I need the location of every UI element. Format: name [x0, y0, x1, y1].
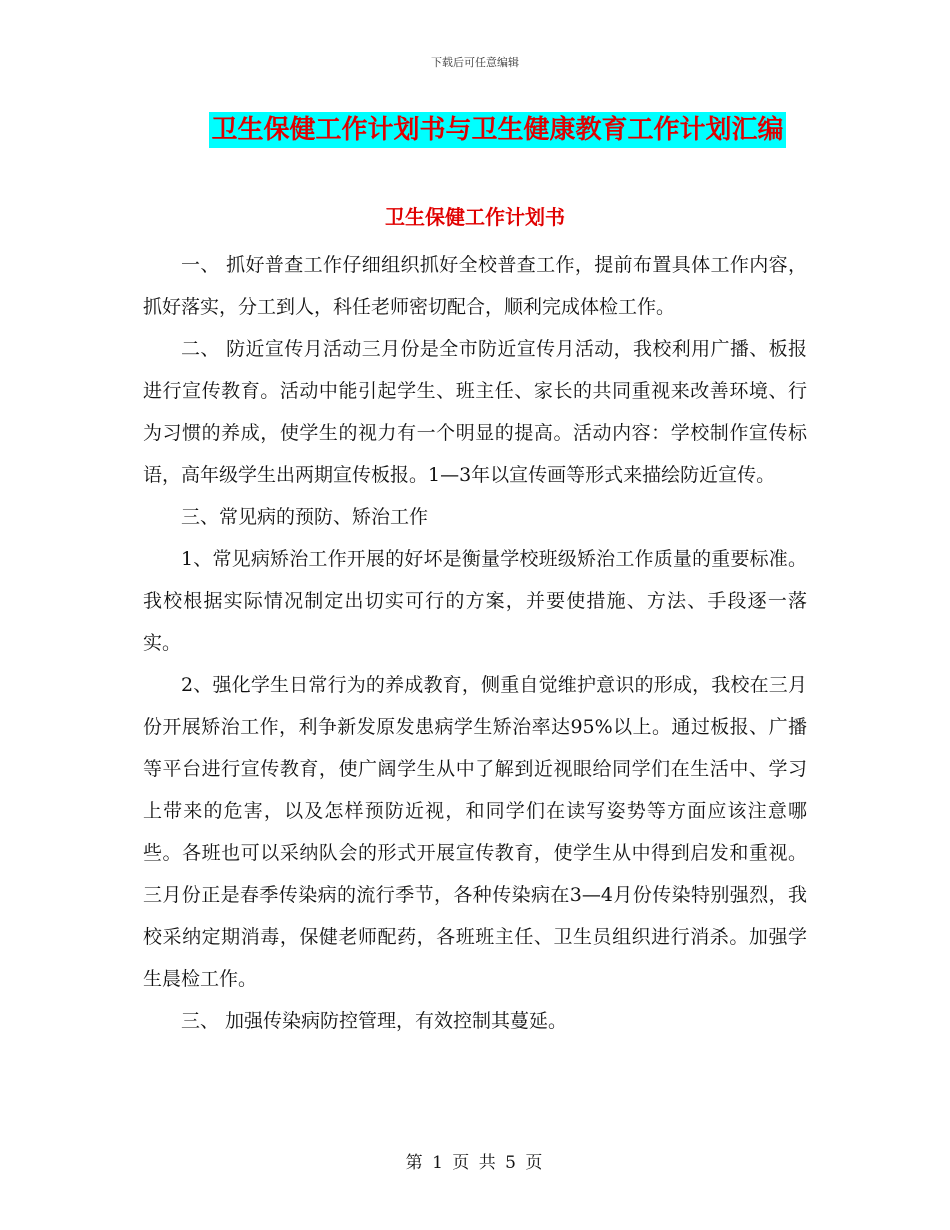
- paragraph-2: 二、 防近宣传月活动三月份是全市防近宣传月活动，我校利用广播、板报进行宣传教育。活动中能引起学生、班主任、家长的共同重视来改善环境、行为习惯的养成，使学生的视力有一个明显的提高。活动内容：学校制作宣传标语，高年级学生出两期宣传板报。1—3年以宣传画等形式来描绘防近宣传。: [143, 338, 807, 486]
- paragraph-4: 1、常见病矫治工作开展的好坏是衡量学校班级矫治工作质量的重要标准。我校根据实际情况制定出切实可行的方案，并要使措施、方法、手段逐一落实。: [143, 548, 807, 654]
- main-title-container: [0, 112, 950, 148]
- paragraph-5: 2、强化学生日常行为的养成教育，侧重自觉维护意识的形成，我校在三月份开展矫治工作，利争新发原发患病学生矫治率达95%以上。通过板报、广播等平台进行宣传教育，使广阔学生从中了解到近视眼给同学们在生活中、学习上带来的危害，以及怎样预防近视，和同学们在读写姿势等方面应该注意哪些。各班也可以采纳队会的形式开展宣传教育，使学生从中得到启发和重视。三月份正是春季传染病的流行季节，各种传染病在3—4月份传染特别强烈，我校采纳定期消毒，保健老师配药，各班班主任、卫生员组织进行消杀。加强学生晨检工作。: [143, 674, 807, 990]
- paragraph-6: 三、 加强传染病防控管理，有效控制其蔓延。: [181, 1010, 568, 1032]
- paragraph-1: 一、 抓好普查工作仔细组织抓好全校普查工作，提前布置具体工作内容，抓好落实，分工到人，科任老师密切配合，顺利完成体检工作。: [143, 254, 807, 318]
- page-header-note: 下载后可任意编辑: [431, 56, 519, 69]
- paragraph-3: 三、常见病的预防、矫治工作: [181, 506, 429, 528]
- main-title: 卫生保健工作计划书与卫生健康教育工作计划汇编: [209, 112, 785, 148]
- page-number-footer: 第 1 页 共 5 页: [405, 1153, 545, 1173]
- document-body: [143, 244, 807, 1042]
- section-title: 卫生保健工作计划书: [385, 205, 565, 229]
